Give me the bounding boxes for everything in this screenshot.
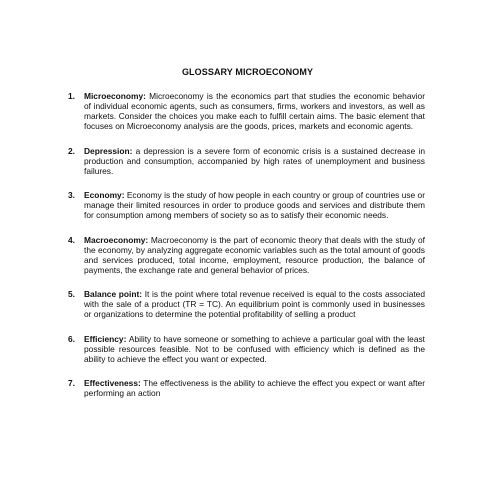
entry-number: 3. [68, 190, 75, 201]
glossary-entry-macroeconomy [68, 234, 425, 275]
entry-term: Effectiveness: [84, 378, 144, 388]
glossary-entry-economy [68, 190, 425, 221]
entry-term: Depression: [84, 145, 136, 156]
entry-number: 6. [68, 333, 75, 344]
glossary-entry-microeconomy [68, 91, 425, 132]
glossary-entry-efficiency [68, 333, 425, 364]
entry-number: 7. [68, 378, 75, 388]
entry-number: 1. [68, 91, 75, 101]
page-title: GLOSSARY MICROECONOMY [181, 67, 314, 77]
glossary-entry-depression [68, 145, 426, 176]
entry-term: Balance point: [84, 289, 145, 300]
entry-definition: Economy is the study of how people in each country or group of countries use or manage their limited resources in order to produce goods and services and distribute them for consumption among members of society so as to satisfy their economic needs. [84, 190, 425, 221]
entry-definition: Ability to have someone or something to achieve a particular goal with the least possible resources feasible. Not to be confused with efficiency which is defined as the ability to achieve the effect you want or expected. [84, 333, 425, 364]
entry-term: Efficiency: [84, 333, 129, 344]
entry-definition: a depression is a severe form of economic crisis is a sustained decrease in production and consumption, accompanied by high rates of unemployment and business failures. [84, 145, 426, 176]
entry-definition: The effectiveness is the ability to achieve the effect you expect or want after performing an action [84, 378, 425, 399]
glossary-entry-effectiveness [68, 378, 425, 399]
glossary-entry-balance-point [68, 289, 425, 320]
entry-term: Microeconomy: [84, 91, 150, 101]
entry-number: 2. [68, 145, 75, 156]
entry-number: 4. [68, 234, 75, 245]
entry-term: Macroeconomy: [84, 234, 151, 245]
entry-definition: It is the point where total revenue received is equal to the costs associated with the sale of a product (TR = TC). An equilibrium point is commonly used in businesses or organizations to determine the potential profitability of selling a product [84, 289, 425, 320]
entry-term: Economy: [84, 190, 127, 201]
entry-definition: Macroeconomy is the part of economic theory that deals with the study of the economy, by analyzing aggregate economic variables such as the total amount of goods and services produced, total income, employment, resource production, the balance of payments, the exchange rate and general behavior of prices. [84, 234, 425, 275]
entry-definition: Microeconomy is the economics part that studies the economic behavior of individual economic agents, such as consumers, firms, workers and investors, as well as markets. Consider the choices you make each to fulfill certain aims. The basic element that focuses on Microeconomy analysis are the goods, prices, markets and economic agents. [84, 91, 425, 132]
entry-number: 5. [68, 289, 75, 300]
glossary-list [68, 91, 426, 412]
